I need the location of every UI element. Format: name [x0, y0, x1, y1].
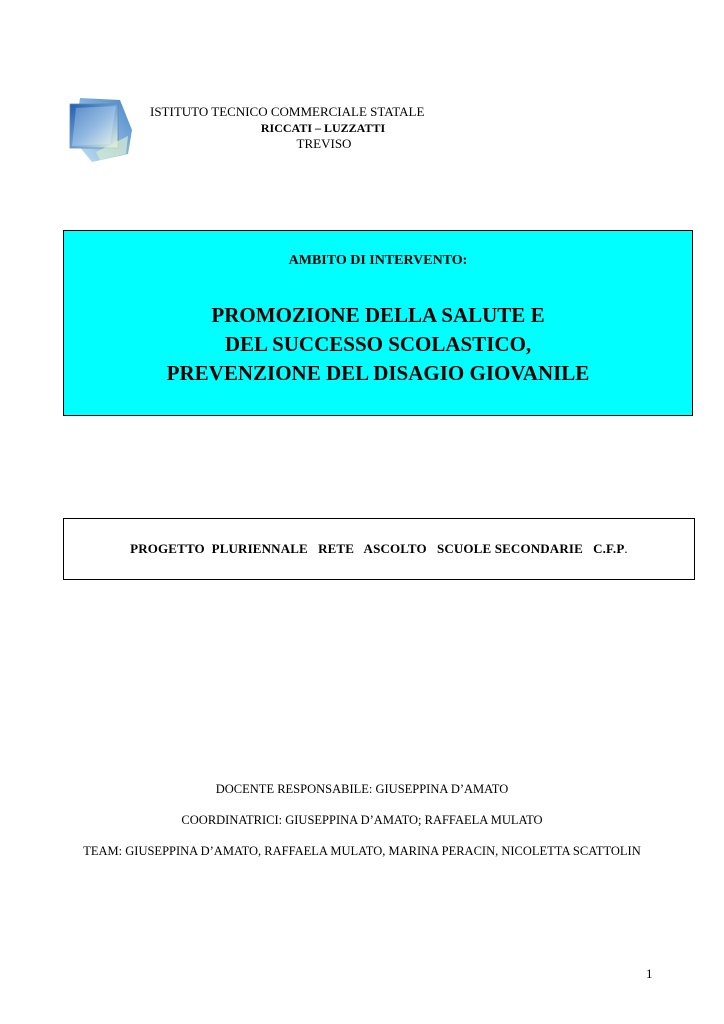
school-header [150, 104, 462, 152]
progetto-box [63, 518, 695, 580]
ambito-title-line: DEL SUCCESSO SCOLASTICO, [224, 332, 532, 356]
coordinatrici: COORDINATRICI: GIUSEPPINA D’AMATO; RAFFAELA MULATO [181, 813, 543, 827]
ambito-label: AMBITO DI INTERVENTO: [288, 253, 468, 268]
docente-responsabile: DOCENTE RESPONSABILE: GIUSEPPINA D’AMATO [215, 782, 509, 796]
school-name: RICCATI – LUZZATTI [260, 121, 386, 135]
school-logo-icon [66, 96, 138, 164]
ambito-title-line: PREVENZIONE DEL DISAGIO GIOVANILE [166, 361, 590, 385]
progetto-text: PROGETTO PLURIENNALE RETE ASCOLTO SCUOLE SECONDARIE C.F.P [130, 541, 625, 556]
school-city: TREVISO [296, 136, 352, 151]
team: TEAM: GIUSEPPINA D’AMATO, RAFFAELA MULATO, MARINA PERACIN, NICOLETTA SCATTOLIN [83, 844, 641, 858]
progetto-suffix: . [624, 541, 628, 556]
ambito-title [64, 301, 692, 388]
ambito-box [63, 230, 693, 416]
school-type: ISTITUTO TECNICO COMMERCIALE STATALE [150, 104, 425, 119]
ambito-title-line: PROMOZIONE DELLA SALUTE E [211, 303, 545, 327]
page-number: 1 [646, 966, 653, 981]
